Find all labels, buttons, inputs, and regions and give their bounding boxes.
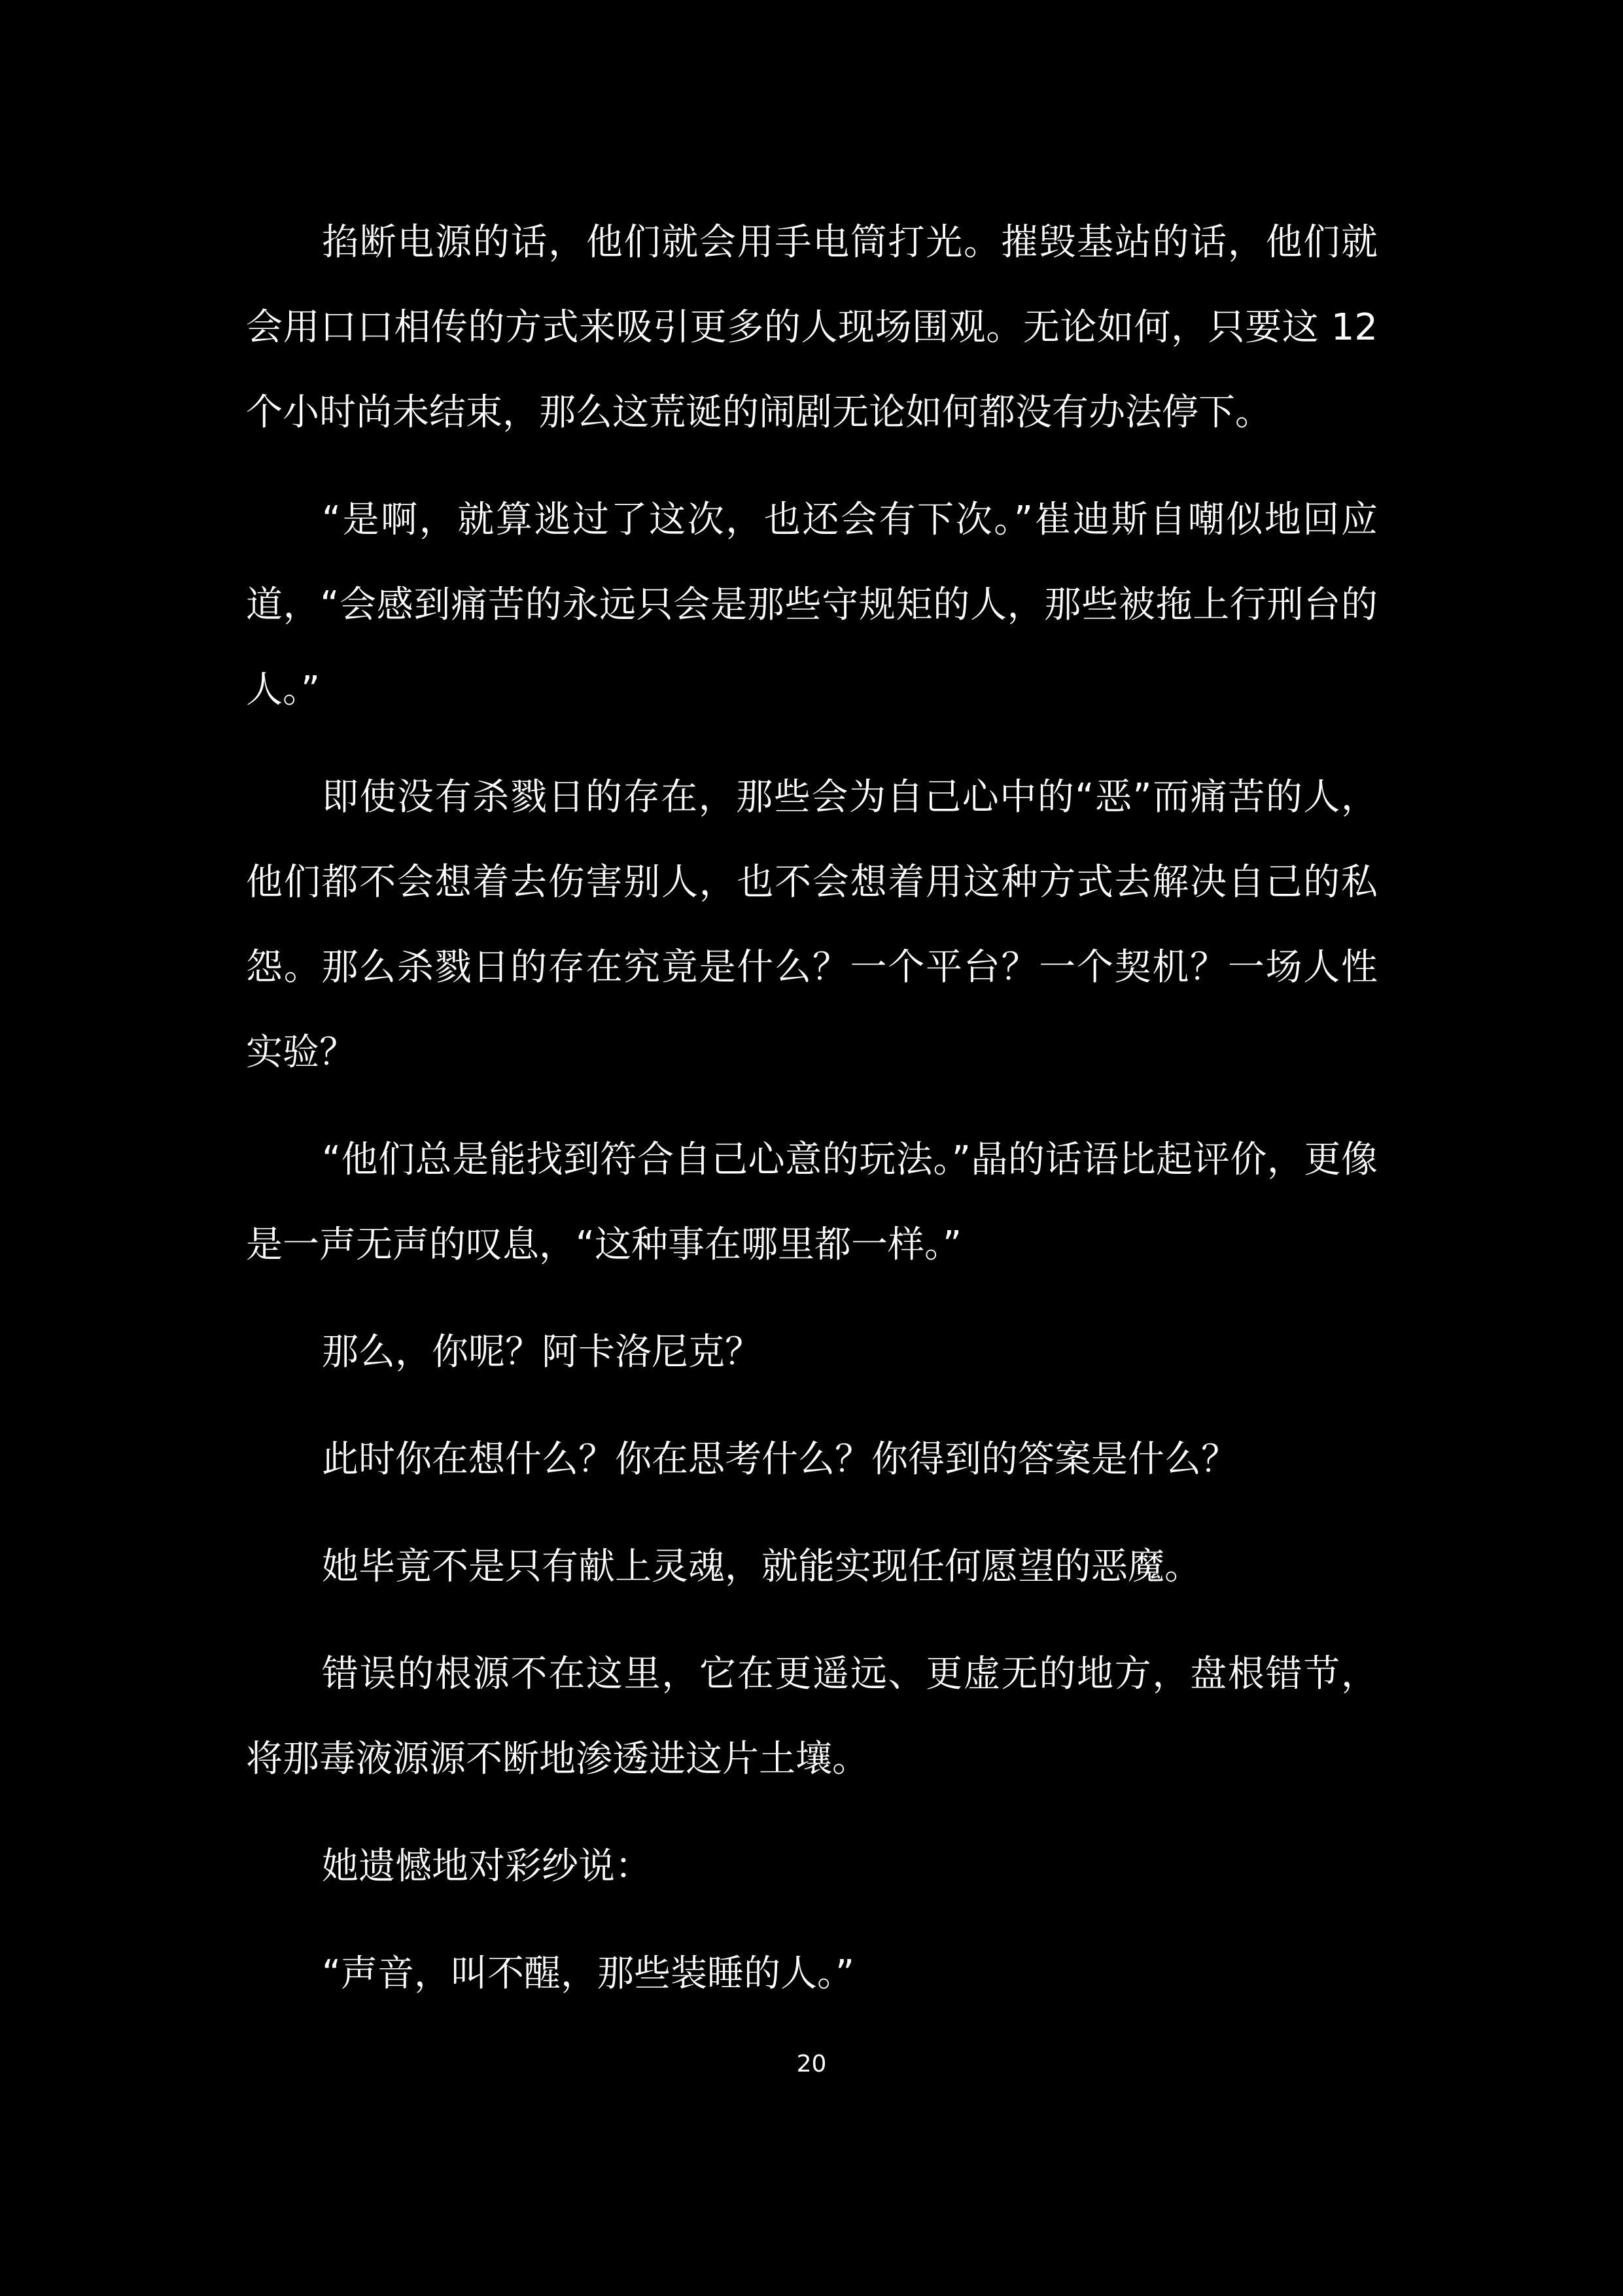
paragraph-3: 即使没有杀戮日的存在，那些会为自己心中的“恶”而痛苦的人，他们都不会想着去伤害别人，也不会想着用这种方式去解决自己的私怨。那么杀戮日的存在究竟是什么？一个平台？一个契机？一场人性实验？ (246, 776, 1378, 1074)
paragraph-6: 此时你在想什么？你在思考什么？你得到的答案是什么？ (322, 1438, 1238, 1481)
paragraph-8: 错误的根源不在这里，它在更遥远、更虚无的地方，盘根错节，将那毒液源源不断地渗透进这片土壤。 (246, 1653, 1378, 1780)
paragraph-2: “是啊，就算逃过了这次，也还会有下次。”崔迪斯自嘲似地回应道，“会感到痛苦的永远只会是那些守规矩的人，那些被拖上行刑台的人。” (246, 499, 1378, 711)
paragraph-4: “他们总是能找到符合自己心意的玩法。”晶的话语比起评价，更像是一声无声的叹息，“这种事在哪里都一样。” (246, 1139, 1378, 1266)
paragraph-10: “声音，叫不醒，那些装睡的人。” (322, 1952, 855, 1995)
paragraph-7: 她毕竟不是只有献上灵魂，就能实现任何愿望的恶魔。 (322, 1545, 1201, 1588)
page-number: 20 (796, 2051, 827, 2077)
paragraph-1: 掐断电源的话，他们就会用手电筒打光。摧毁基站的话，他们就会用口口相传的方式来吸引更多的人现场围观。无论如何，只要这 12 个小时尚未结束，那么这荒诞的闹剧无论如何都没有办法停下。 (246, 221, 1378, 434)
paragraph-9: 她遗憾地对彩纱说： (322, 1845, 652, 1888)
body-text (246, 200, 1378, 2039)
paragraph-5: 那么，你呢？阿卡洛尼克？ (322, 1331, 761, 1373)
